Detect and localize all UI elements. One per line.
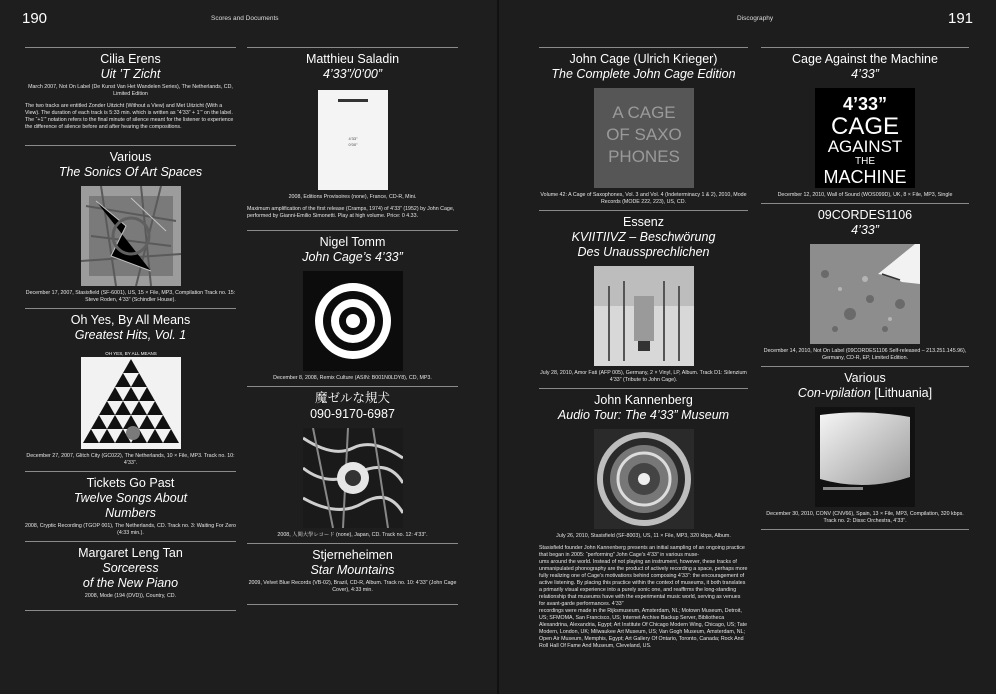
release-details: July 28, 2010, Amor Fati (AFP 005), Germany, 2 × Vinyl, LP, Album. Track D1: Silenzium 4’33” (Tribute to John Cage).: [540, 370, 747, 383]
entry-nigel-tomm: [247, 231, 458, 387]
release-title: 4’33”/0’00”: [322, 67, 383, 81]
release-details: 2009, Velvet Blue Records (VB-02), Brazil, CD-R, Album. Track no. 10: 4’33” (John Cage Cover), 4:33 min.: [248, 580, 457, 593]
artist-name: Cilia Erens: [100, 52, 161, 66]
cover-text-1: 4’33”: [348, 136, 357, 141]
page-number-right: 191: [948, 10, 974, 27]
artist-name: Margaret Leng Tan: [78, 546, 183, 560]
artist-name: Various: [109, 150, 152, 164]
release-details: December 12, 2010, Wall of Sound (WOS099D), UK, 8 × File, MP3, Single: [777, 192, 953, 198]
running-header-left: Scores and Documents: [211, 15, 279, 22]
release-details: December 8, 2008, Remix Culture (ASIN: B001N0LDY8), CD, MP3.: [273, 375, 432, 381]
entry-description: Maximum amplification of the first release (Cramps, 1974) of 4’33” (1952) by John Cage, performed by Gianni-Emilio Simonetti. Play at high volume. Price: 0 4.33.: [247, 206, 455, 219]
entry-john-cage-ulrich-krieger: [539, 48, 748, 211]
artist-name: Various: [844, 371, 886, 385]
cover-text-2: OF SAXO: [605, 125, 682, 144]
artist-name: Nigel Tomm: [319, 235, 386, 249]
entry-essenz: [539, 211, 748, 389]
release-details: March 2007, Not On Label (De Kunst Van Het Wandelen Series), The Netherlands, CD, Limited Edition: [28, 84, 233, 97]
cover-text-5: MACHINE: [823, 167, 907, 187]
release-title-line-1: KVIITIIVZ – Beschwörung: [571, 230, 716, 244]
artist-name: Cage Against the Machine: [792, 52, 938, 66]
cover-text-3: PHONES: [607, 147, 680, 166]
artist-name: 09CORDES1106: [817, 208, 913, 222]
entry-cage-against-the-machine: [761, 48, 969, 204]
release-title: The Sonics Of Art Spaces: [58, 165, 203, 179]
album-cover-saladin: [318, 90, 388, 190]
album-cover-mazel: [303, 428, 403, 528]
entry-cilia-erens: [25, 48, 236, 146]
album-cover-sonics: [81, 186, 181, 286]
right-column-2: [761, 47, 969, 530]
release-details: December 14, 2010, Not On Label (09CORDES1106 Self-released – 213.251.145.96), Germany, CD-R, EP, Limited Edition.: [763, 348, 967, 361]
album-cover-kannenberg: [594, 429, 694, 529]
release-title: Star Mountains: [310, 563, 395, 577]
running-header-right: Discography: [737, 15, 774, 22]
release-details: 2008, Editions Provisoires (none), France, CD-R, Mini.: [288, 194, 417, 200]
cover-text-2: 0’00”: [348, 142, 357, 147]
album-cover-cage-against-the-machine: [815, 88, 915, 188]
album-cover-krieger: [594, 88, 694, 188]
artist-name: Tickets Go Past: [86, 476, 175, 490]
left-column-2: [247, 47, 458, 605]
entry-mazel: [247, 387, 458, 544]
artist-name: Stjerneheimen: [312, 548, 393, 562]
left-column-1: [25, 47, 236, 611]
release-title: Audio Tour: The 4’33” Museum: [557, 408, 730, 422]
release-details: December 17, 2007, Stasisfield (SF-6001), US, 15 × File, MP3, Compilation Track no. 15: Steve Roden, 4’33” (Schindler House).: [25, 290, 236, 303]
release-details: December 27, 2007, Glitch City (GC022), The Netherlands, 10 × File, MP3. Track no. 10: 4’33”.: [26, 453, 235, 466]
release-title: Con-vpilation: [797, 386, 871, 400]
album-cover-09cordes1106: [810, 244, 920, 344]
release-title-line-2: of the New Piano: [82, 576, 179, 590]
release-title: The Complete John Cage Edition: [551, 67, 736, 81]
artist-name: Matthieu Saladin: [305, 52, 400, 66]
entry-tickets-go-past: [25, 472, 236, 542]
release-details: 2008, Mode (194 (DVD)), Country, CD.: [84, 593, 177, 599]
entry-description: The two tracks are entitled Zonder Uitzicht (Without a View) and Met Uitzicht (With a View). The duration of each track is 5:33 min. which is written as “4’33” + 1’” on the label. The “+1’” notation refers to the final minute of silence meant for the listener to experience the difference of silence before and after hearing the compositions.: [25, 103, 234, 130]
release-title-line-2: Des Unaussprechlichen: [577, 245, 710, 259]
entry-oh-yes-by-all-means: [25, 309, 236, 472]
release-title: Greatest Hits, Vol. 1: [74, 328, 187, 342]
cover-text: OH YES, BY ALL MEANS: [104, 351, 157, 356]
release-title-line-1: Twelve Songs About: [73, 491, 188, 505]
artist-name: Essenz: [623, 215, 664, 229]
release-title-suffix: [Lithuania]: [874, 386, 933, 400]
release-title-line-1: Sorceress: [102, 561, 159, 575]
release-details: 2008, Cryptic Recording (TGOP 001), The Netherlands, CD. Track no. 3: Waiting For Zero (4:33 min.).: [25, 523, 236, 536]
artist-name: John Kannenberg: [594, 393, 693, 407]
entry-con-vpilation: [761, 367, 969, 530]
release-details: 2008, 人間大學レコード (none), Japan, CD. Track no. 12: 4’33”.: [277, 532, 428, 538]
release-title: 4’33”: [851, 223, 879, 237]
entry-sonics-of-art-spaces: [25, 146, 236, 309]
cover-text-2: CAGE: [830, 113, 900, 140]
cover-text-1: A CAGE: [611, 103, 676, 122]
release-details: Volume 42: A Cage of Saxophones, Vol. 3 and Vol. 4 (Indeterminacy 1 & 2), 2010, Mode Records (MODE 222, 223), US, CD.: [540, 192, 747, 205]
release-details: July 26, 2010, Stasisfield (SF-8003), US, 11 × File, MP3, 320 kbps, Album.: [556, 533, 731, 539]
right-page: [499, 0, 996, 694]
release-title: John Cage’s 4’33”: [302, 250, 403, 264]
album-cover-con-vpilation: [815, 407, 915, 507]
cover-text-3: AGAINST: [827, 137, 903, 156]
release-title-line-2: Numbers: [105, 506, 156, 520]
album-cover-oh-yes: [81, 349, 181, 449]
cover-text-1: 4’33”: [842, 94, 888, 114]
release-details: December 30, 2010, CONV (CNV66), Spain, 13 × File, MP3, Compilation, 320 kbps. Track no. 2: Dissc Orchestra, 4’33”.: [766, 511, 964, 524]
entry-09cordes1106: [761, 204, 969, 367]
album-cover-tomm: [303, 271, 403, 371]
cover-text-4: THE: [855, 156, 875, 167]
entry-margaret-leng-tan: [25, 542, 236, 611]
artist-name-line-1: 魔ゼルな規犬: [314, 391, 390, 405]
right-column-1: [539, 47, 748, 654]
left-page: [0, 0, 497, 694]
artist-name: Oh Yes, By All Means: [70, 313, 191, 327]
entry-description: Stasisfield founder John Kannenberg presents an initial sampling of an ongoing practice that began in 2005: “performing” John Cage’s 4’33” in various muse- ums around the world. Instead of not playing an instrument, however, these tracks of unmanipulated phonography are the product of actively recording a space, perhaps more fully realizing one of Cage’s motivations behind composing 4’33”: the encouragement of active listening. By placing this practice within the context of museums, it both translates a primarily visual experience into a purely sonic one, and reaffirms the long-standing relationship that museums have with the experimental music world, serving as venues for avant-garde performances. 4’33” recordings were made in the Rijksmuseum, Amsterdam, NL; Motown Museum, Detroit, US; SFMOMA, San Francisco, US; Internet Archive Backup Server, Bibliotheca Alexandrina, Alexandria, Egypt; Art Institute Of Chicago Modern Wing, Chicago, US; Tate Modern, London, UK; Milwaukee Art Museum, US; Van Gogh Museum, Amsterdam, NL; Open Air Museum, Memphis, Egypt; Art Gallery Of Ontario, Toronto, Canada; Rock And Roll Hall Of Fame And Museum, Cleveland, US.: [539, 545, 748, 649]
entry-matthieu-saladin: [247, 48, 458, 231]
entry-john-kannenberg: [539, 389, 748, 654]
release-title: Uit ’T Zicht: [100, 67, 161, 81]
release-title: 4’33”: [851, 67, 879, 81]
page-number-left: 190: [22, 10, 48, 27]
album-cover-essenz: [594, 266, 694, 366]
artist-name: John Cage (Ulrich Krieger): [569, 52, 718, 66]
entry-stjerneheimen: [247, 544, 458, 605]
artist-name-line-2: 090-9170-6987: [310, 407, 395, 421]
